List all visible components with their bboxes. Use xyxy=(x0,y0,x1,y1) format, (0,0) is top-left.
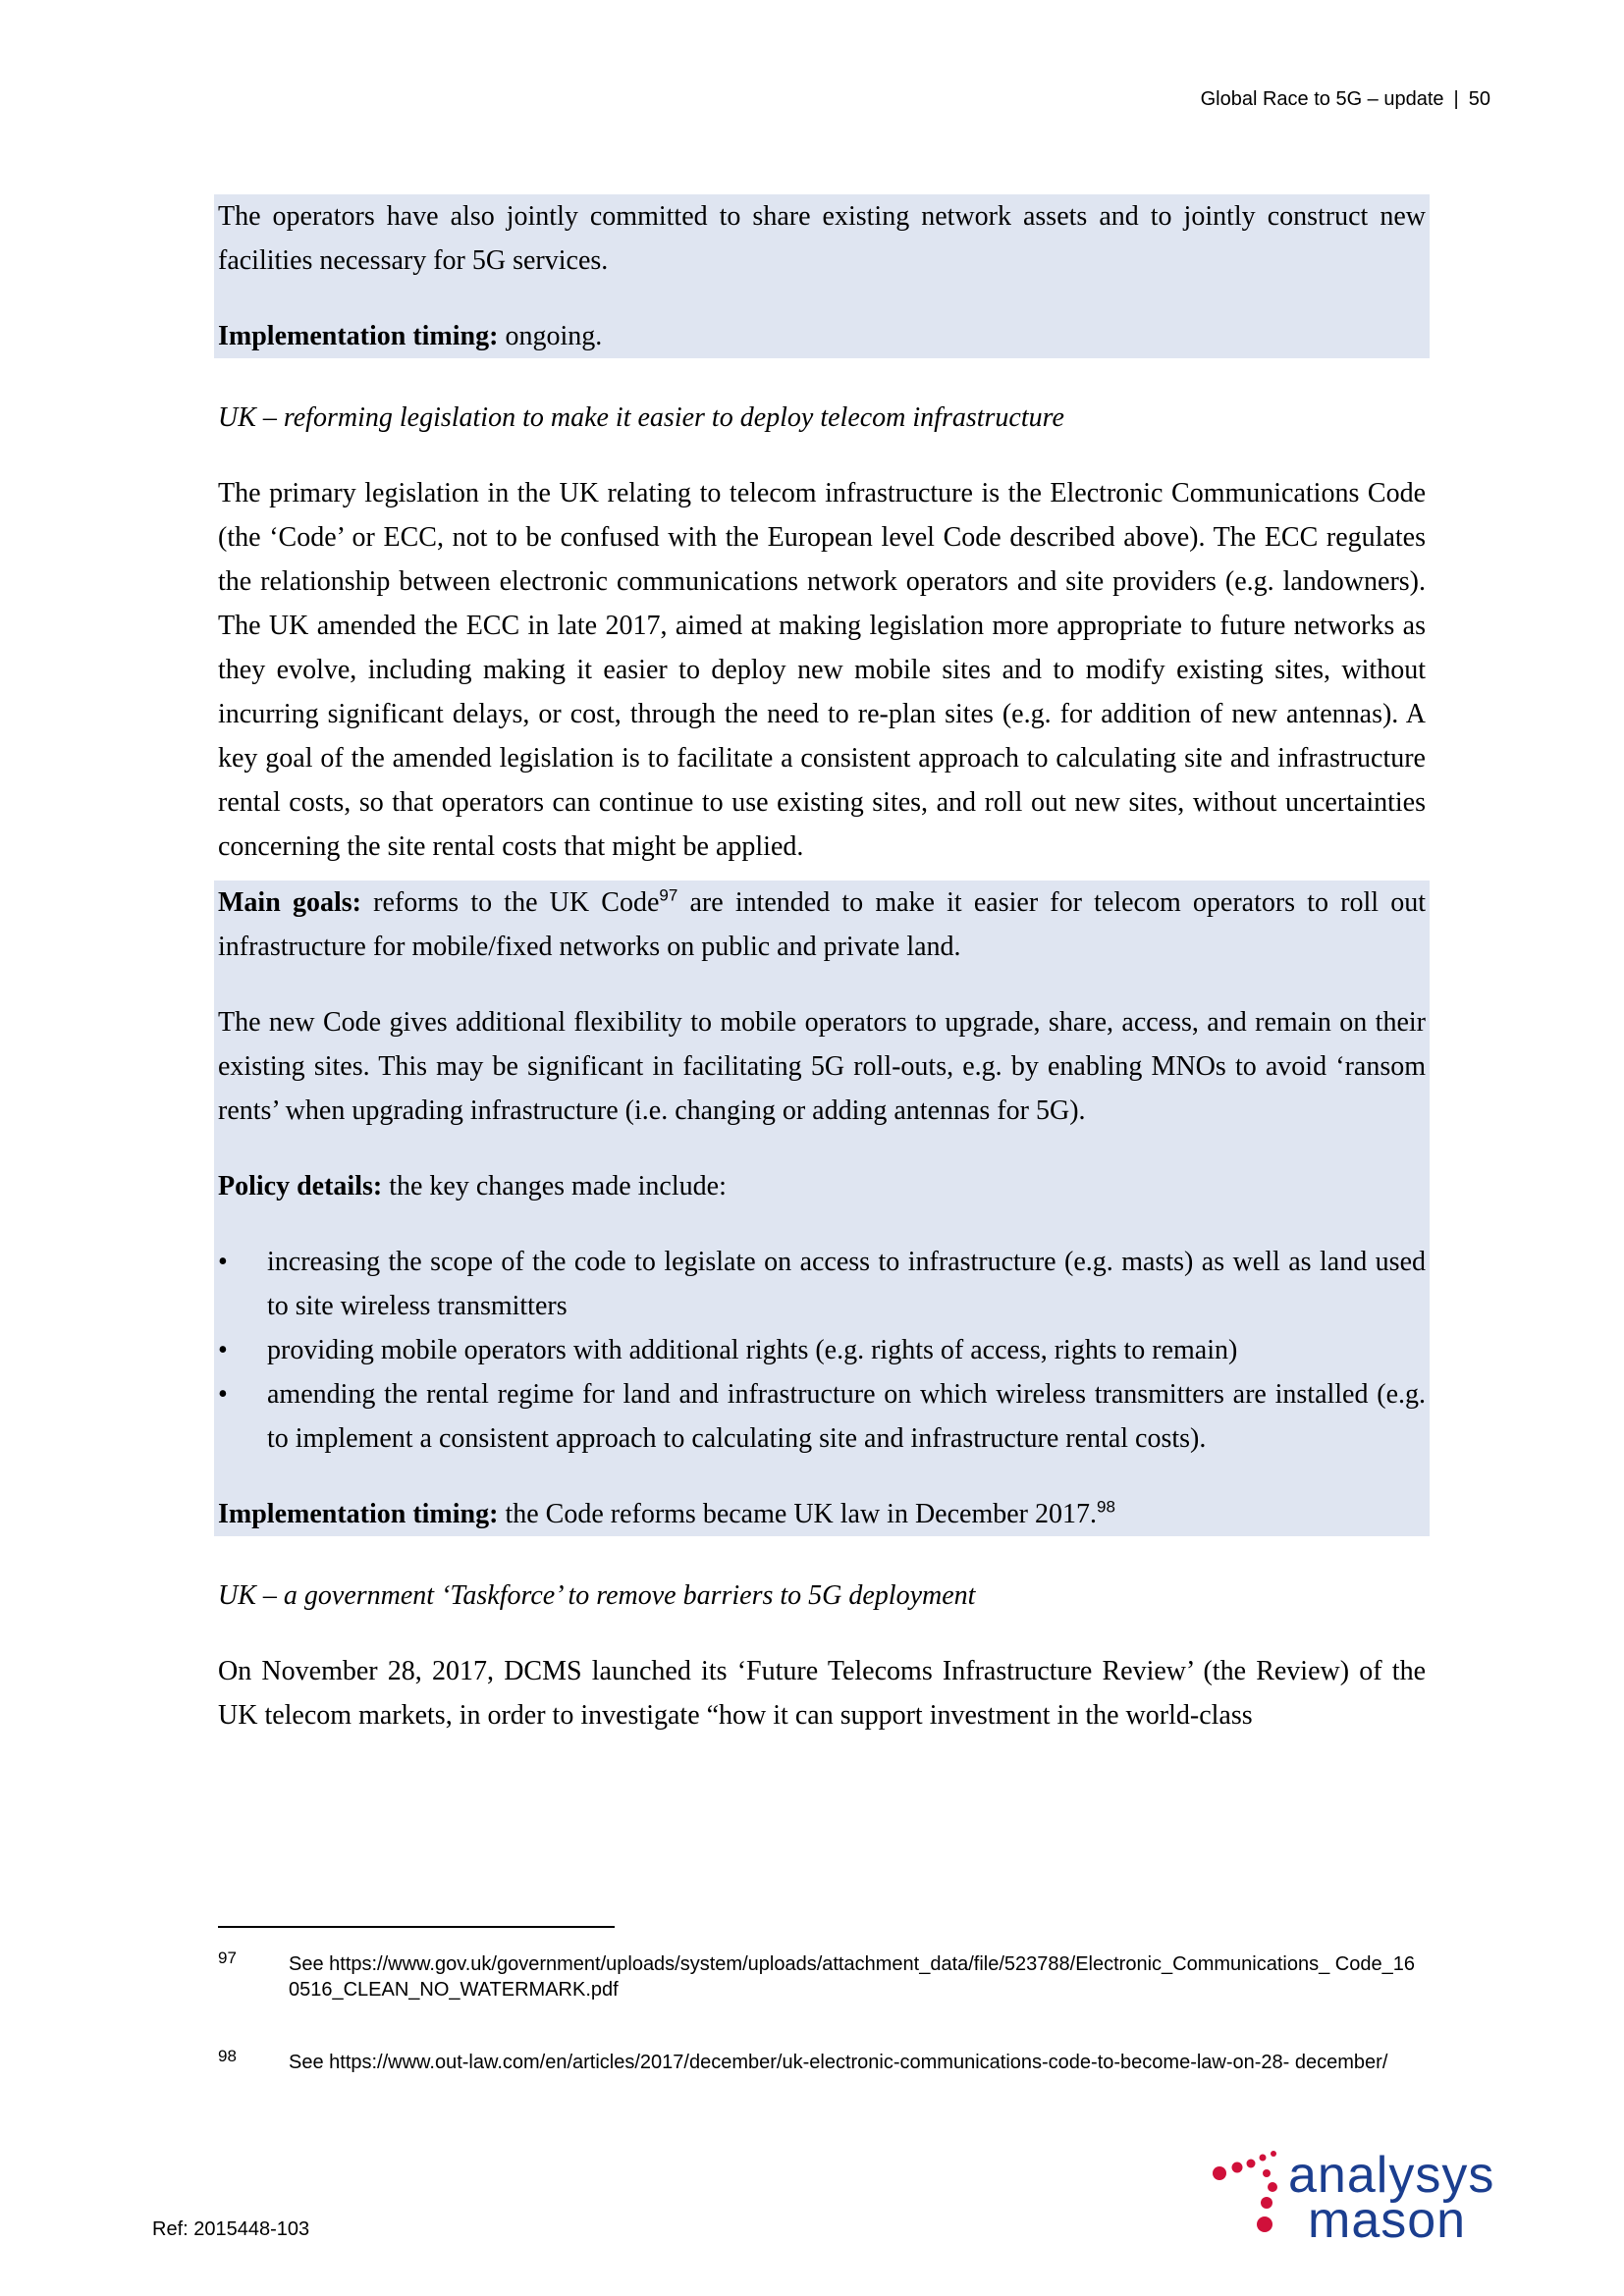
footnote-separator xyxy=(218,1926,615,1928)
section-body-legislation: The primary legislation in the UK relating to telecom infrastructure is the Electronic Communications Code (the ‘Code’ or ECC, not to be confused with the European level Code described above). The ECC regulates the relationship between electronic communications network operators and site providers (e.g. landowners). The UK amended the ECC in late 2017, aimed at making legislation more appropriate to future networks as they evolve, including making it easier to deploy new mobile sites and to modify existing sites, without incurring significant delays, or cost, through the need to re-plan sites (e.g. for addition of new antennas). A key goal of the amended legislation is to facilitate a consistent approach to calculating site and infrastructure rental costs, so that operators can continue to use existing sites, and roll out new sites, without uncertainties concerning the site rental costs that might be applied. xyxy=(218,478,1426,862)
section-heading-taskforce: UK – a government ‘Taskforce’ to remove barriers to 5G deployment xyxy=(218,1580,976,1611)
info-box-operators xyxy=(214,194,1430,358)
footnote-97: 97 See https://www.gov.uk/government/uploads/system/uploads/attachment_data/file/523788/Electronic_Communications_ Code_160516_CLEAN_NO_WATERMARK.pdf xyxy=(218,1951,1426,2002)
logo-text-line1: analysys xyxy=(1288,2147,1495,2204)
section-body-taskforce: On November 28, 2017, DCMS launched its ‘Future Telecoms Infrastructure Review’ (the Review) of the UK telecom markets, in order to investigate “how it can support investment in the world-class xyxy=(218,1656,1426,1731)
box-paragraph: The new Code gives additional flexibility to mobile operators to upgrade, share, access, and remain on their existing sites. This may be significant in facilitating 5G roll-outs, e.g. by enabling MNOs to avoid ‘ransom rents’ when upgrading infrastructure (i.e. changing or adding antennas for 5G). xyxy=(218,1007,1426,1126)
list-item: • amending the rental regime for land and infrastructure on which wireless transmitters are installed (e.g. to implement a consistent approach to calculating site and infrastructure rental costs). xyxy=(218,1372,1426,1461)
footnote-link[interactable]: See https://www.out-law.com/en/articles/2017/december/uk-electronic-communications-code-to-become-law-on-28- december/ xyxy=(289,2052,1388,2073)
section-heading-legislation: UK – reforming legislation to make it easier to deploy telecom infrastructure xyxy=(218,402,1064,433)
footnote-ref-97[interactable]: 97 xyxy=(659,885,678,905)
box-paragraph: The operators have also jointly committed to share existing network assets and to jointly construct new facilities necessary for 5G services. xyxy=(218,201,1426,276)
running-header: Global Race to 5G – update | 50 xyxy=(1200,88,1490,110)
main-content xyxy=(218,194,1426,1737)
implementation-timing: Implementation timing: the Code reforms became UK law in December 2017.98 xyxy=(218,1497,1115,1529)
info-box-code-reforms xyxy=(214,881,1430,1536)
logo-text-line2: mason xyxy=(1308,2192,1467,2249)
page-number: 50 xyxy=(1468,88,1490,110)
main-goals: Main goals: reforms to the UK Code$^{97}$ are intended to make it easier for telecom operators to roll out infrastructure for mobile/fixed networks on public and private land. xyxy=(218,885,1427,962)
analysys-mason-logo xyxy=(1208,2142,1522,2250)
policy-bullet-list xyxy=(218,1240,1426,1461)
footnote-98: 98 See https://www.out-law.com/en/articles/2017/december/uk-electronic-communications-code-to-become-law-on-28- december/ xyxy=(218,2050,1426,2075)
footnote-link[interactable]: See https://www.gov.uk/government/uploads/system/uploads/attachment_data/file/523788/Electronic_Communications_ Code_160516_CLEAN_NO_WATERMARK.pdf xyxy=(289,1953,1415,2001)
list-item: • providing mobile operators with additional rights (e.g. rights of access, rights to remain) xyxy=(218,1328,1426,1372)
document-title: Global Race to 5G – update xyxy=(1200,88,1444,110)
list-item: • increasing the scope of the code to legislate on access to infrastructure (e.g. masts) as well as land used to site wireless transmitters xyxy=(218,1240,1426,1328)
policy-details: Policy details: the key changes made include: xyxy=(218,1171,727,1201)
implementation-timing: Implementation timing: ongoing. xyxy=(218,321,603,351)
document-reference: Ref: 2015448-103 xyxy=(152,2218,310,2240)
footnote-ref-98[interactable]: 98 xyxy=(1097,1497,1115,1517)
